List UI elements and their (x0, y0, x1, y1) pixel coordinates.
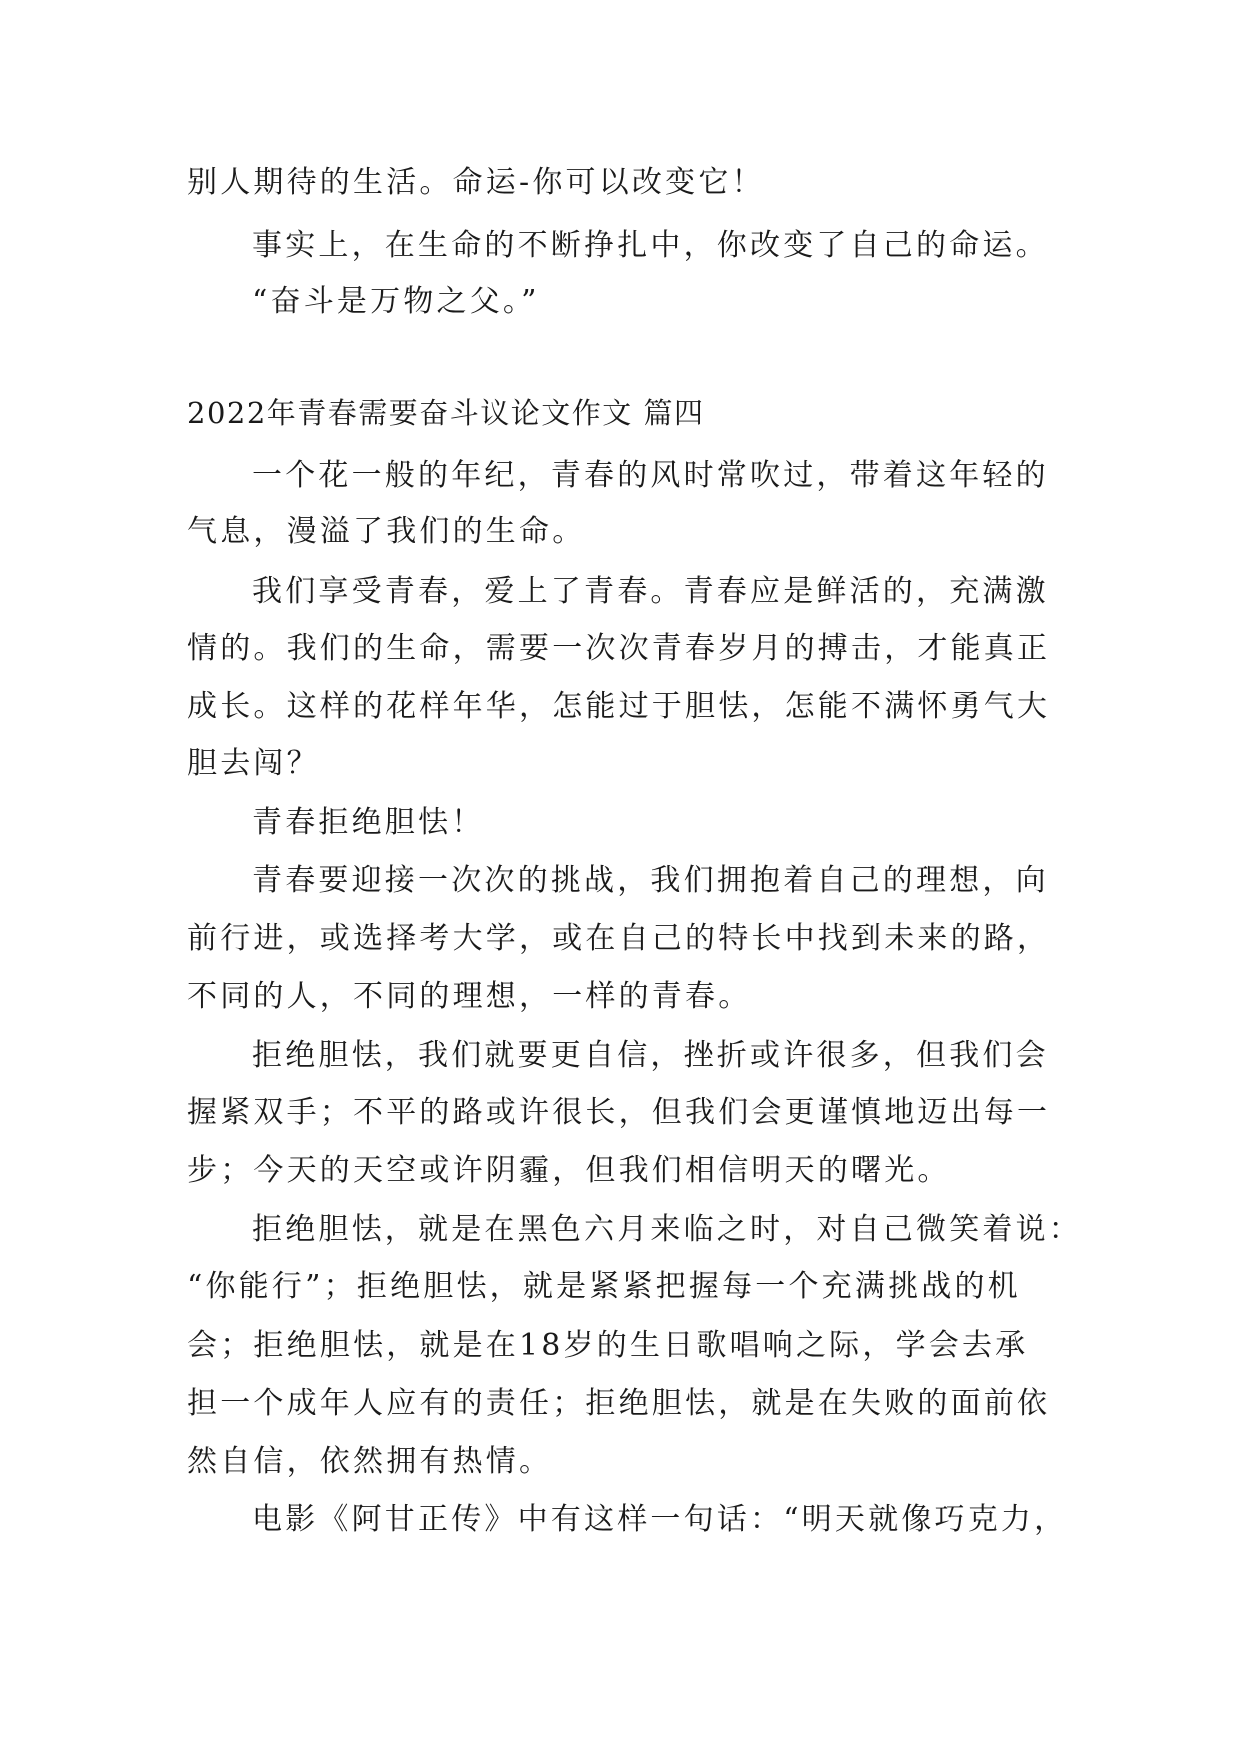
section-heading: 2022年青春需要奋斗议论文作文 篇四 (187, 396, 705, 430)
paragraph-line: 拒绝胆怯，我们就要更自信，挫折或许很多，但我们会 (252, 1038, 1049, 1073)
paragraph-line: 别人期待的生活。命运-你可以改变它！ (187, 165, 765, 200)
paragraph-line: 事实上，在生命的不断挣扎中，你改变了自己的命运。 (252, 228, 1049, 263)
paragraph-line: 会；拒绝胆怯，就是在18岁的生日歌唱响之际，学会去承 (187, 1328, 1029, 1363)
paragraph-line: 步；今天的天空或许阴霾，但我们相信明天的曙光。 (187, 1153, 951, 1188)
paragraph-line: 握紧双手；不平的路或许很长，但我们会更谨慎地迈出每一 (187, 1095, 1051, 1130)
paragraph-line: 一个花一般的年纪，青春的风时常吹过，带着这年轻的 (252, 458, 1049, 493)
paragraph-line: 前行进，或选择考大学，或在自己的特长中找到未来的路， (187, 921, 1051, 956)
paragraph-line: “你能行”；拒绝胆怯，就是紧紧把握每一个充满挑战的机 (187, 1269, 1021, 1304)
paragraph-line: 情的。我们的生命，需要一次次青春岁月的搏击，才能真正 (187, 631, 1051, 666)
paragraph-line: 担一个成年人应有的责任；拒绝胆怯，就是在失败的面前依 (187, 1386, 1051, 1421)
paragraph-line: 拒绝胆怯，就是在黑色六月来临之时，对自己微笑着说： (252, 1212, 1082, 1247)
paragraph-line: 电影《阿甘正传》中有这样一句话：“明天就像巧克力， (252, 1502, 1068, 1537)
paragraph-line: 青春要迎接一次次的挑战，我们拥抱着自己的理想，向 (252, 863, 1049, 898)
paragraph-line: 青春拒绝胆怯！ (252, 805, 485, 840)
paragraph-line: 成长。这样的花样年华，怎能过于胆怯，怎能不满怀勇气大 (187, 689, 1051, 724)
paragraph-line: 不同的人，不同的理想，一样的青春。 (187, 979, 752, 1014)
quote-line: “奋斗是万物之父。” (252, 284, 540, 319)
paragraph-line: 气息，漫溢了我们的生命。 (187, 514, 586, 549)
paragraph-line: 我们享受青春，爱上了青春。青春应是鲜活的，充满激 (252, 574, 1049, 609)
paragraph-line: 然自信，依然拥有热情。 (187, 1444, 553, 1479)
paragraph-line: 胆去闯？ (187, 746, 320, 781)
